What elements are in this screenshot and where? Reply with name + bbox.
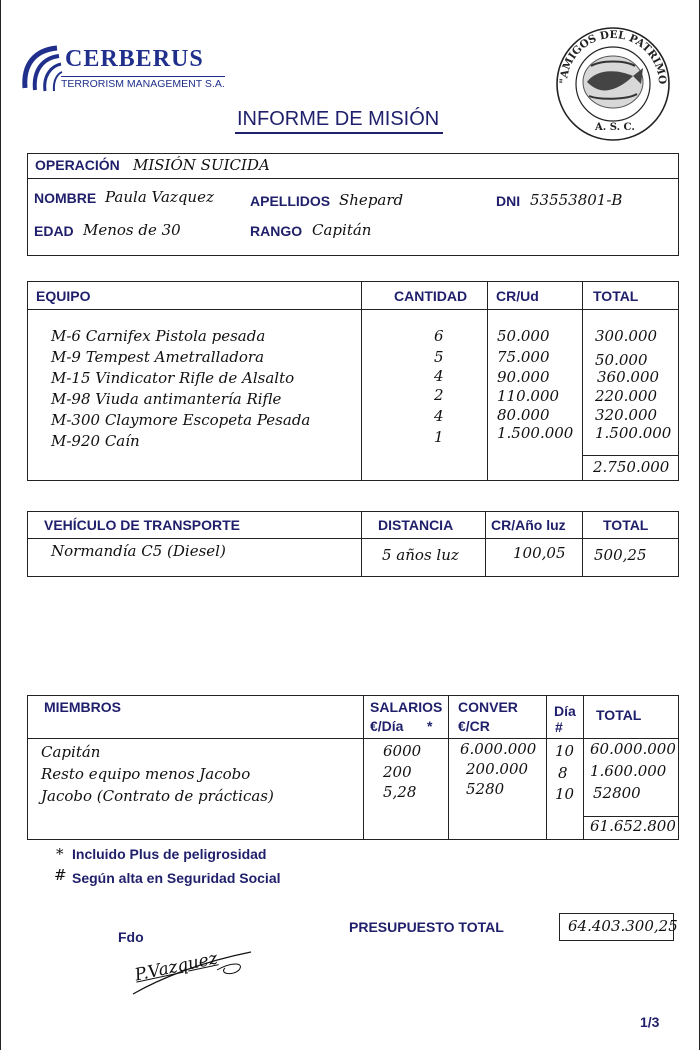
apellidos-label: APELLIDOS bbox=[250, 193, 331, 209]
conver-cell: 200.000 bbox=[466, 760, 529, 778]
edad-label: EDAD bbox=[34, 223, 74, 239]
members-days bbox=[555, 740, 574, 805]
report-title: INFORME DE MISIÓN bbox=[235, 108, 443, 134]
total-cell: 1.600.000 bbox=[590, 762, 667, 780]
note-mark-hash: # bbox=[54, 866, 67, 884]
logo-emblem-icon bbox=[19, 44, 63, 92]
vehicle-distance: 5 años luz bbox=[382, 546, 459, 564]
total-cell: 1.500.000 bbox=[595, 424, 672, 442]
table-row: M-98 Viuda antimantería Rifle bbox=[51, 390, 282, 408]
days-cell: 10 bbox=[555, 785, 575, 803]
unit-cell: 90.000 bbox=[497, 368, 550, 386]
operacion-value: MISIÓN SUICIDA bbox=[133, 156, 270, 174]
seal-stamp-icon bbox=[549, 22, 677, 142]
note-peligrosidad: Incluido Plus de peligrosidad bbox=[72, 846, 267, 862]
note-mark-asterisk: * bbox=[56, 845, 64, 863]
nombre-value: Paula Vazquez bbox=[105, 188, 214, 206]
unit-cell: 110.000 bbox=[497, 387, 560, 405]
members-conversions bbox=[460, 738, 536, 799]
rango-value: Capitán bbox=[312, 221, 372, 239]
edad-value: Menos de 30 bbox=[83, 221, 181, 239]
unit-cell: 80.000 bbox=[497, 406, 550, 424]
table-row: M-9 Tempest Ametralladora bbox=[51, 348, 265, 366]
table-row: Resto equipo menos Jacobo bbox=[41, 765, 251, 783]
nombre-label: NOMBRE bbox=[34, 190, 97, 206]
vehicle-header-total: TOTAL bbox=[603, 517, 649, 533]
vehicle-header-distance: DISTANCIA bbox=[378, 517, 454, 533]
dni-value: 53553801-B bbox=[530, 191, 623, 209]
qty-cell: 5 bbox=[434, 348, 444, 366]
note-seguridad-social: Según alta en Seguridad Social bbox=[72, 870, 281, 886]
brand-subtitle: TERRORISM MANAGEMENT S.A. bbox=[61, 78, 225, 90]
equipment-names bbox=[51, 326, 310, 452]
equipment-header-equipo: EQUIPO bbox=[36, 288, 91, 304]
members-totals bbox=[590, 738, 676, 804]
brand-name: CERBERUS bbox=[65, 46, 204, 72]
vehicle-header-rate: CR/Año luz bbox=[491, 517, 566, 533]
members-header-salarios: SALARIOS bbox=[370, 699, 443, 715]
table-row: Jacobo (Contrato de prácticas) bbox=[41, 787, 274, 805]
operacion-label: OPERACIÓN bbox=[35, 157, 120, 173]
dni-label: DNI bbox=[496, 193, 521, 209]
salary-cell: 5,28 bbox=[383, 783, 417, 801]
rango-label: RANGO bbox=[250, 223, 303, 239]
members-header-salarios-unit: €/Día bbox=[370, 718, 404, 734]
total-cell: 320.000 bbox=[595, 406, 658, 424]
vehicle-total: 500,25 bbox=[594, 546, 647, 564]
total-cell: 360.000 bbox=[597, 368, 660, 386]
qty-cell: 2 bbox=[434, 386, 444, 404]
budget-label: PRESUPUESTO TOTAL bbox=[349, 919, 504, 935]
total-cell: 220.000 bbox=[595, 387, 658, 405]
members-header-salarios-mark: * bbox=[427, 718, 433, 734]
days-cell: 10 bbox=[555, 742, 575, 760]
members-header-miembros: MIEMBROS bbox=[44, 699, 121, 715]
equipment-quantities bbox=[434, 326, 444, 448]
apellidos-value: Shepard bbox=[339, 191, 404, 209]
members-salaries bbox=[383, 740, 421, 802]
page-number: 1/3 bbox=[640, 1014, 660, 1030]
qty-cell: 1 bbox=[434, 428, 444, 446]
total-cell: 60.000.000 bbox=[590, 740, 676, 758]
days-cell: 8 bbox=[558, 764, 568, 782]
vehicle-rate: 100,05 bbox=[513, 544, 566, 562]
budget-value: 64.403.300,25 bbox=[568, 917, 678, 935]
equipment-header-cr-ud: CR/Ud bbox=[496, 288, 539, 304]
qty-cell: 6 bbox=[434, 327, 444, 345]
association-seal bbox=[549, 22, 677, 142]
company-logo bbox=[19, 44, 63, 92]
table-row: M-15 Vindicator Rifle de Alsalto bbox=[51, 369, 295, 387]
total-cell: 300.000 bbox=[595, 327, 658, 345]
unit-cell: 1.500.000 bbox=[497, 424, 574, 442]
table-row: M-300 Claymore Escopeta Pesada bbox=[51, 411, 311, 429]
equipment-unit-prices bbox=[497, 326, 573, 442]
unit-cell: 75.000 bbox=[497, 348, 550, 366]
qty-cell: 4 bbox=[434, 407, 444, 425]
svg-text:A. S. C.: A. S. C. bbox=[595, 122, 635, 133]
members-grand-total: 61.652.800 bbox=[590, 817, 676, 835]
equipment-header-cantidad: CANTIDAD bbox=[394, 288, 468, 304]
signature: P.Vazquez bbox=[133, 948, 220, 986]
salary-cell: 200 bbox=[383, 763, 412, 781]
conver-cell: 5280 bbox=[466, 780, 505, 798]
members-header-conver: CONVER bbox=[458, 699, 518, 715]
table-row: Capitán bbox=[41, 743, 101, 761]
signature-label: Fdo bbox=[118, 929, 144, 945]
qty-cell: 4 bbox=[434, 367, 444, 385]
members-header-dia-mark: # bbox=[555, 719, 563, 735]
vehicle-name: Normandía C5 (Diesel) bbox=[51, 542, 226, 560]
table-row: M-6 Carnifex Pistola pesada bbox=[51, 327, 266, 345]
equipment-totals bbox=[595, 326, 671, 442]
table-row: M-920 Caín bbox=[51, 432, 140, 450]
members-names bbox=[41, 741, 274, 807]
members-header-dia: Día bbox=[554, 703, 576, 719]
equipment-grand-total: 2.750.000 bbox=[593, 458, 670, 476]
vehicle-header-name: VEHÍCULO DE TRANSPORTE bbox=[44, 517, 241, 533]
conver-cell: 6.000.000 bbox=[460, 740, 537, 758]
total-cell: 50.000 bbox=[595, 351, 648, 369]
members-header-total: TOTAL bbox=[596, 707, 642, 723]
salary-cell: 6000 bbox=[383, 742, 422, 760]
signature-flourish-icon bbox=[121, 948, 261, 998]
members-header-conver-unit: €/CR bbox=[458, 718, 490, 734]
equipment-header-total: TOTAL bbox=[593, 288, 639, 304]
total-cell: 52800 bbox=[593, 784, 641, 802]
svg-text:"AMIGOS DEL PATRIMONIO DE LARE: "AMIGOS DEL PATRIMO bbox=[557, 28, 669, 85]
unit-cell: 50.000 bbox=[497, 327, 550, 345]
